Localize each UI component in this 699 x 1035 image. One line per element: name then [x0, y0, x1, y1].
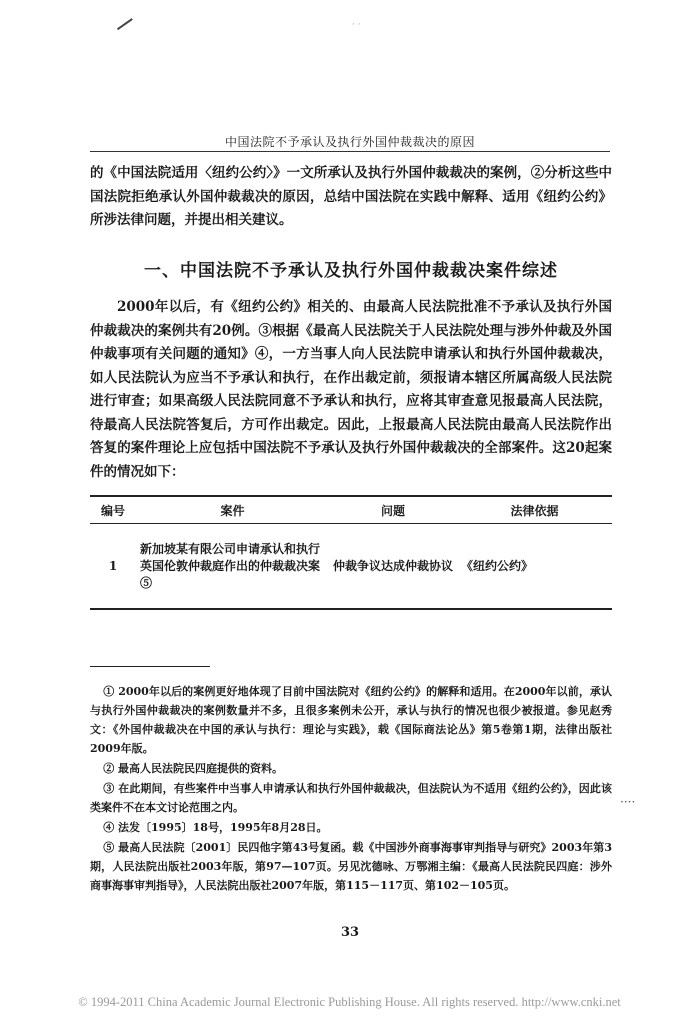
footnote-rule [90, 666, 210, 667]
table-header-row [90, 496, 612, 524]
corner-mark [111, 10, 133, 30]
header-number: 编号 [90, 496, 136, 524]
cell-case: 新加坡某有限公司申请承认和执行英国伦敦仲裁庭作出的仲裁裁决案⑤ [136, 524, 329, 610]
footnote-1: ① 2000年以后的案例更好地体现了目前中国法院对《纽约公约》的解释和适用。在2000年以前，承认与执行外国仲裁裁决的案例数量并不多，且很多案例未公开，承认与执行的情况也很少被报道。参见赵秀文：《外国仲裁裁决在中国的承认与执行：理论与实践》，载《国际商法论丛》第5卷第1期，法律出版社2009年版。 [90, 685, 612, 755]
body-paragraph: 2000年以后，有《纽约公约》相关的、由最高人民法院批准不予承认及执行外国仲裁裁决的案例共有20例。③根据《最高人民法院关于人民法院处理与涉外仲裁及外国仲裁事项有关问题的通知》④，一方当事人向人民法院申请承认和执行外国仲裁裁决，如人民法院认为应当不予承认和执行，在作出裁定前，须报请本辖区所属高级人民法院进行审查；如果高级人民法院同意不予承认和执行，应将其审查意见报最高人民法院，待最高人民法院答复后，方可作出裁定。因此，上报最高人民法院由最高人民法院作出答复的案件理论上应包括中国法院不予承认及执行外国仲裁裁决的全部案件。这20起案件的情况如下： [90, 299, 612, 480]
cell-issue: 仲裁争议达成仲裁协议 [329, 524, 457, 610]
page-number: 33 [340, 925, 360, 940]
footnote-5: ⑤ 最高人民法院〔2001〕民四他字第43号复函。载《中国涉外商事海事审判指导与研究》2003年第3期，人民法院出版社2003年版，第97—107页。另见沈德咏、万鄂湘主编：《最高人民法院民四庭：涉外商事海事审判指导》，人民法院出版社2007年版，第115－117页、第102－105页。 [90, 841, 612, 892]
table-row [90, 524, 612, 610]
footnote-3: ③ 在此期间，有些案件中当事人申请承认和执行外国仲裁裁决，但法院认为不适用《纽约公约》，因此该类案件不在本文讨论范围之内。 [90, 782, 612, 814]
running-header: 中国法院不予承认及执行外国仲裁裁决的原因 [224, 135, 475, 149]
cell-number: 1 [90, 524, 136, 610]
header-case: 案件 [136, 496, 329, 524]
header-basis: 法律依据 [457, 496, 612, 524]
header-issue: 问题 [329, 496, 457, 524]
copyright-footer: © 1994-2011 China Academic Journal Electronic Publishing House. All rights reserved. http://www.cnki.net [78, 995, 621, 1009]
footnote-4: ④ 法发〔1995〕18号，1995年8月28日。 [103, 821, 328, 834]
footnote-2: ② 最高人民法院民四庭提供的资料。 [103, 762, 284, 775]
intro-paragraph: 的《中国法院适用〈纽约公约〉》一文所承认及执行外国仲裁裁决的案例，②分析这些中国法院拒绝承认外国仲裁裁决的原因，总结中国法院在实践中解释、适用《纽约公约》所涉法律问题，并提出相关建议。 [90, 165, 612, 228]
cases-table [90, 495, 612, 610]
footnotes [90, 682, 612, 896]
cell-basis: 《纽约公约》 [457, 524, 612, 610]
margin-dots: ···· [620, 795, 636, 809]
scan-dots: · · [352, 20, 361, 30]
header-rule [90, 151, 610, 152]
section-title: 一、中国法院不予承认及执行外国仲裁裁决案件综述 [144, 261, 558, 281]
